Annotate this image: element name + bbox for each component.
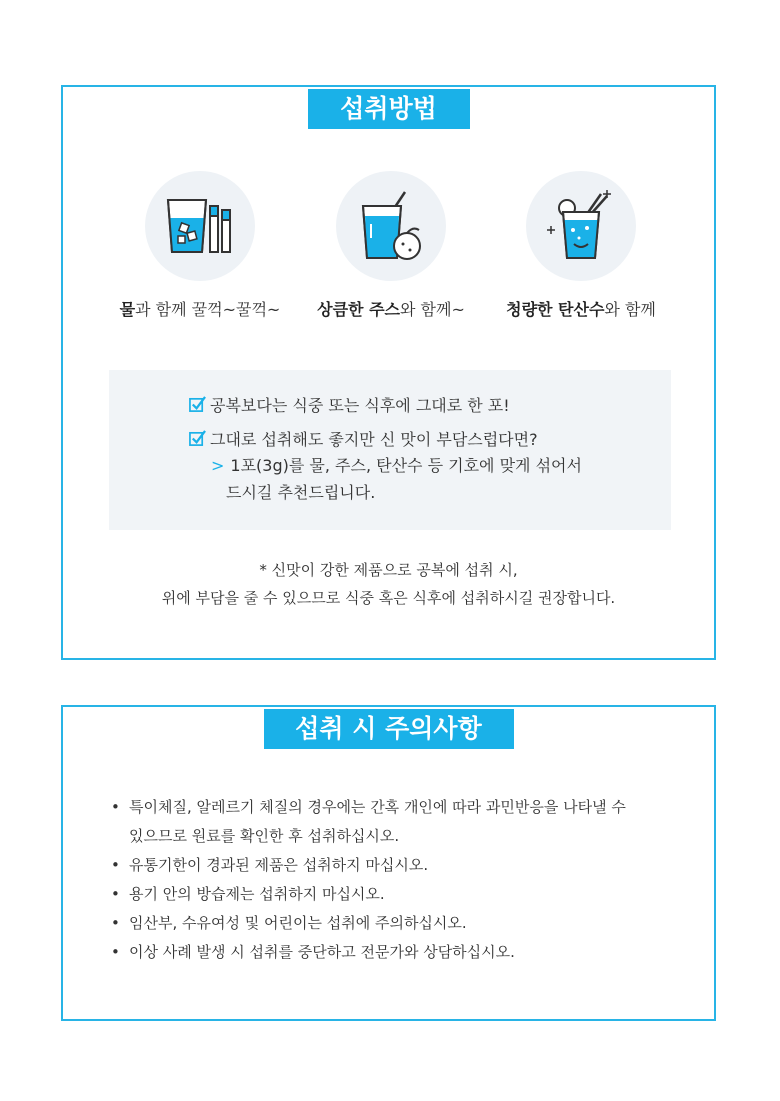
juice-glass-with-orange-icon [336,171,446,281]
method-item-juice [291,171,491,320]
caution-title: 섭취 시 주의사항 [264,709,514,749]
method-caption-water: 물과 함께 꿀꺽~꿀꺽~ [119,300,281,319]
list-item: • 임산부, 수유여성 및 어린이는 섭취에 주의하십시오. [111,914,467,932]
list-item: • 유통기한이 경과된 제품은 섭취하지 마십시오. [111,856,429,874]
sub-tip: > 1포(3g)를 물, 주스, 탄산수 등 기호에 맞게 섞어서 드시길 추천드립니다. [211,456,582,502]
tip-2: 그대로 섭취해도 좋지만 신 맛이 부담스럽다면? [189,427,538,450]
intake-method-title: 섭취방법 [308,89,470,129]
water-glass-with-sticks-icon [145,171,255,281]
method-caption-sparkling: 청량한 탄산수와 함께 [506,300,656,319]
sparkling-water-glass-icon [526,171,636,281]
list-item: 있으므로 원료를 확인한 후 섭취하십시오. [129,827,400,845]
method-item-sparkling [481,171,681,320]
arrow-marker: > [211,456,225,475]
method-item-water [100,171,300,320]
intake-note: * 신맛이 강한 제품으로 공복에 섭취 시, 위에 부담을 줄 수 있으므로 식중 혹은 식후에 섭취하시길 권장합니다. [161,561,616,607]
intake-method-panel [61,85,716,660]
checkbox-checked-icon [189,430,206,447]
method-caption-juice: 상큼한 주스와 함께~ [317,300,465,319]
checkbox-checked-icon [189,396,206,413]
tip-1: 공복보다는 식중 또는 식후에 그대로 한 포! [189,393,510,416]
tip-box [109,370,671,530]
list-item: • 이상 사례 발생 시 섭취를 중단하고 전문가와 상담하십시오. [111,943,515,961]
list-item: • 특이체질, 알레르기 체질의 경우에는 간혹 개인에 따라 과민반응을 나타낼 수 [111,798,626,816]
list-item: • 용기 안의 방습제는 섭취하지 마십시오. [111,885,385,903]
caution-list [111,793,626,967]
caution-panel [61,705,716,1021]
